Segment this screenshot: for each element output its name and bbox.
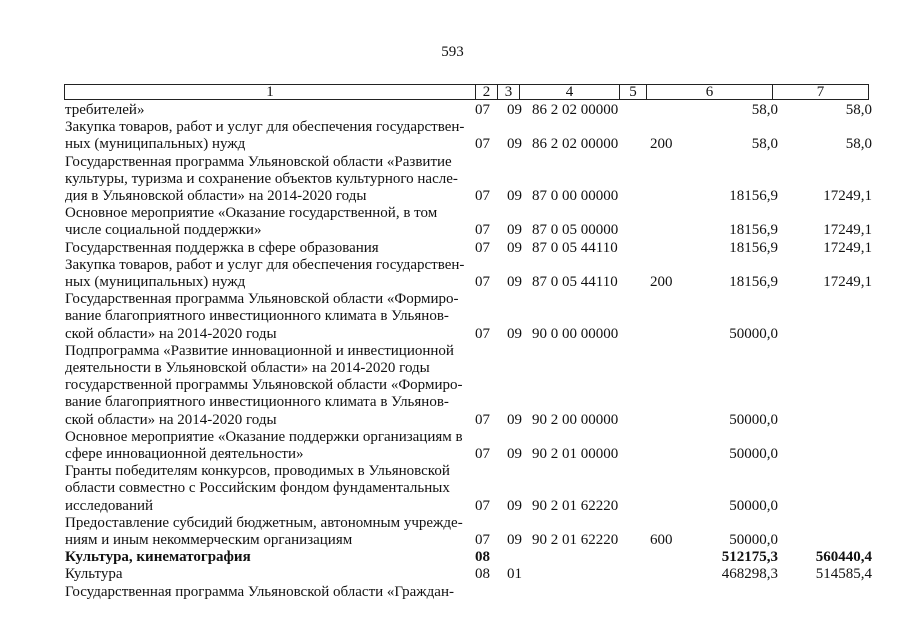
description-line: Культура: [65, 566, 123, 583]
row-description: [65, 205, 475, 239]
description-line: ской области» на 2014-2020 годы: [65, 411, 277, 428]
description-line: дия в Ульяновской области» на 2014-2020 годы: [65, 188, 367, 205]
table-row: [0, 343, 905, 429]
section-code: 08: [475, 549, 490, 566]
row-margin: [0, 549, 65, 566]
budget-table-body: [0, 102, 905, 601]
column-header-4: 4: [520, 85, 620, 100]
amount-2020: 17249,1: [823, 239, 872, 256]
table-row: [0, 515, 905, 549]
amount-2019: 18156,9: [729, 239, 778, 256]
row-description: [65, 463, 475, 515]
section-code: 07: [475, 325, 490, 342]
target-article-code: 87 0 05 00000: [532, 222, 619, 239]
description-line: деятельности в Ульяновской области» на 2014-2020 годы: [65, 360, 430, 377]
row-margin: [0, 257, 65, 291]
description-line: Культура, кинематография: [65, 549, 251, 566]
target-article-code: 86 2 02 00000: [532, 102, 619, 118]
row-margin: [0, 566, 65, 583]
section-code: 07: [475, 446, 490, 463]
description-line: числе социальной поддержки»: [65, 222, 262, 239]
description-line: сфере инновационной деятельности»: [65, 446, 304, 463]
column-header-6: 6: [647, 85, 773, 100]
target-article-code: 90 2 00 00000: [532, 411, 619, 428]
section-code: 07: [475, 274, 490, 291]
target-article-code: 87 0 05 44110: [532, 274, 618, 291]
amount-2019: 18156,9: [729, 222, 778, 239]
subsection-code: 09: [507, 188, 522, 205]
description-line: вание благоприятного инвестиционного климата в Ульянов-: [65, 394, 449, 411]
row-margin: [0, 515, 65, 549]
column-header-1: 1: [65, 85, 476, 100]
row-description: [65, 240, 475, 257]
subsection-code: 09: [507, 497, 522, 514]
column-header-2: 2: [476, 85, 498, 100]
row-margin: [0, 463, 65, 515]
table-row: [0, 240, 905, 257]
row-description: [65, 154, 475, 206]
table-row: [0, 257, 905, 291]
amount-2020: 17249,1: [823, 188, 872, 205]
table-row: [0, 154, 905, 206]
subsection-code: 09: [507, 102, 522, 118]
description-line: требителей»: [65, 102, 145, 118]
description-line: Государственная поддержка в сфере образования: [65, 239, 379, 256]
row-description: [65, 566, 475, 583]
table-row: [0, 549, 905, 566]
description-line: Гранты победителям конкурсов, проводимых в Ульяновской: [65, 463, 450, 480]
section-code: 07: [475, 102, 490, 118]
amount-2019: 18156,9: [729, 274, 778, 291]
amount-2020: 560440,4: [815, 549, 872, 566]
amount-2020: 514585,4: [815, 566, 872, 583]
description-line: Государственная программа Ульяновской области «Граждан-: [65, 583, 454, 600]
table-row: [0, 205, 905, 239]
target-article-code: 90 2 01 00000: [532, 446, 619, 463]
description-line: ных (муниципальных) нужд: [65, 274, 246, 291]
description-line: вание благоприятного инвестиционного климата в Ульянов-: [65, 308, 449, 325]
row-description: [65, 343, 475, 429]
column-header-3: 3: [498, 85, 520, 100]
row-margin: [0, 119, 65, 153]
amount-2020: 17249,1: [823, 274, 872, 291]
table-row: [0, 102, 905, 119]
section-code: 07: [475, 497, 490, 514]
column-header-5: 5: [620, 85, 647, 100]
target-article-code: 86 2 02 00000: [532, 136, 619, 153]
subsection-code: 09: [507, 274, 522, 291]
amount-2020: 17249,1: [823, 222, 872, 239]
section-code: 08: [475, 566, 490, 583]
row-description: [65, 429, 475, 463]
row-description: [65, 119, 475, 153]
table-row: [0, 119, 905, 153]
subsection-code: 09: [507, 222, 522, 239]
section-code: 07: [475, 188, 490, 205]
subsection-code: 09: [507, 136, 522, 153]
page-number: 593: [441, 44, 464, 60]
description-line: области совместно с Российским фондом фундаментальных: [65, 480, 450, 497]
description-line: культуры, туризма и сохранение объектов культурного насле-: [65, 170, 458, 187]
row-margin: [0, 205, 65, 239]
table-row: [0, 584, 905, 601]
table-row: [0, 566, 905, 583]
description-line: Предоставление субсидий бюджетным, автономным учрежде-: [65, 514, 463, 531]
subsection-code: 09: [507, 446, 522, 463]
target-article-code: 87 0 00 00000: [532, 188, 619, 205]
amount-2019: 50000,0: [729, 497, 778, 514]
row-margin: [0, 343, 65, 429]
target-article-code: 90 0 00 00000: [532, 325, 619, 342]
column-header: [64, 84, 869, 100]
amount-2019: 58,0: [751, 136, 778, 153]
row-margin: [0, 584, 65, 601]
row-description: [65, 257, 475, 291]
row-description: [65, 584, 475, 601]
subsection-code: 09: [507, 411, 522, 428]
column-header-7: 7: [773, 85, 869, 100]
amount-2019: 512175,3: [721, 549, 778, 566]
description-line: Закупка товаров, работ и услуг для обеспечения государствен-: [65, 119, 465, 136]
amount-2019: 50000,0: [729, 325, 778, 342]
amount-2020: 58,0: [845, 136, 872, 153]
row-margin: [0, 291, 65, 343]
amount-2019: 18156,9: [729, 188, 778, 205]
expense-type-code: 600: [650, 532, 673, 549]
row-margin: [0, 240, 65, 257]
row-description: [65, 549, 475, 566]
section-code: 07: [475, 411, 490, 428]
subsection-code: 09: [507, 325, 522, 342]
subsection-code: 09: [507, 239, 522, 256]
table-row: [0, 463, 905, 515]
description-line: Подпрограмма «Развитие инновационной и инвестиционной: [65, 342, 454, 359]
row-description: [65, 102, 475, 119]
row-description: [65, 291, 475, 343]
description-line: ных (муниципальных) нужд: [65, 136, 246, 153]
description-line: государственной программы Ульяновской области «Формиро-: [65, 377, 463, 394]
description-line: Основное мероприятие «Оказание государственной, в том: [65, 205, 438, 222]
amount-2019: 468298,3: [721, 566, 778, 583]
amount-2019: 50000,0: [729, 446, 778, 463]
section-code: 07: [475, 136, 490, 153]
description-line: ниям и иным некоммерческим организациям: [65, 532, 353, 549]
expense-type-code: 200: [650, 136, 673, 153]
expense-type-code: 200: [650, 274, 673, 291]
description-line: ской области» на 2014-2020 годы: [65, 325, 277, 342]
description-line: исследований: [65, 497, 154, 514]
amount-2020: 58,0: [845, 102, 872, 118]
description-line: Государственная программа Ульяновской области «Развитие: [65, 153, 452, 170]
amount-2019: 50000,0: [729, 532, 778, 549]
column-header-row: [65, 85, 869, 100]
amount-2019: 50000,0: [729, 411, 778, 428]
description-line: Государственная программа Ульяновской области «Формиро-: [65, 291, 459, 308]
row-description: [65, 515, 475, 549]
row-margin: [0, 102, 65, 119]
row-margin: [0, 154, 65, 206]
amount-2019: 58,0: [751, 102, 778, 118]
subsection-code: 01: [507, 566, 522, 583]
target-article-code: 90 2 01 62220: [532, 497, 619, 514]
row-margin: [0, 429, 65, 463]
target-article-code: 90 2 01 62220: [532, 532, 619, 549]
description-line: Основное мероприятие «Оказание поддержки организациям в: [65, 428, 463, 445]
section-code: 07: [475, 239, 490, 256]
description-line: Закупка товаров, работ и услуг для обеспечения государствен-: [65, 256, 465, 273]
target-article-code: 87 0 05 44110: [532, 239, 618, 256]
subsection-code: 09: [507, 532, 522, 549]
table-row: [0, 429, 905, 463]
section-code: 07: [475, 532, 490, 549]
section-code: 07: [475, 222, 490, 239]
table-row: [0, 291, 905, 343]
